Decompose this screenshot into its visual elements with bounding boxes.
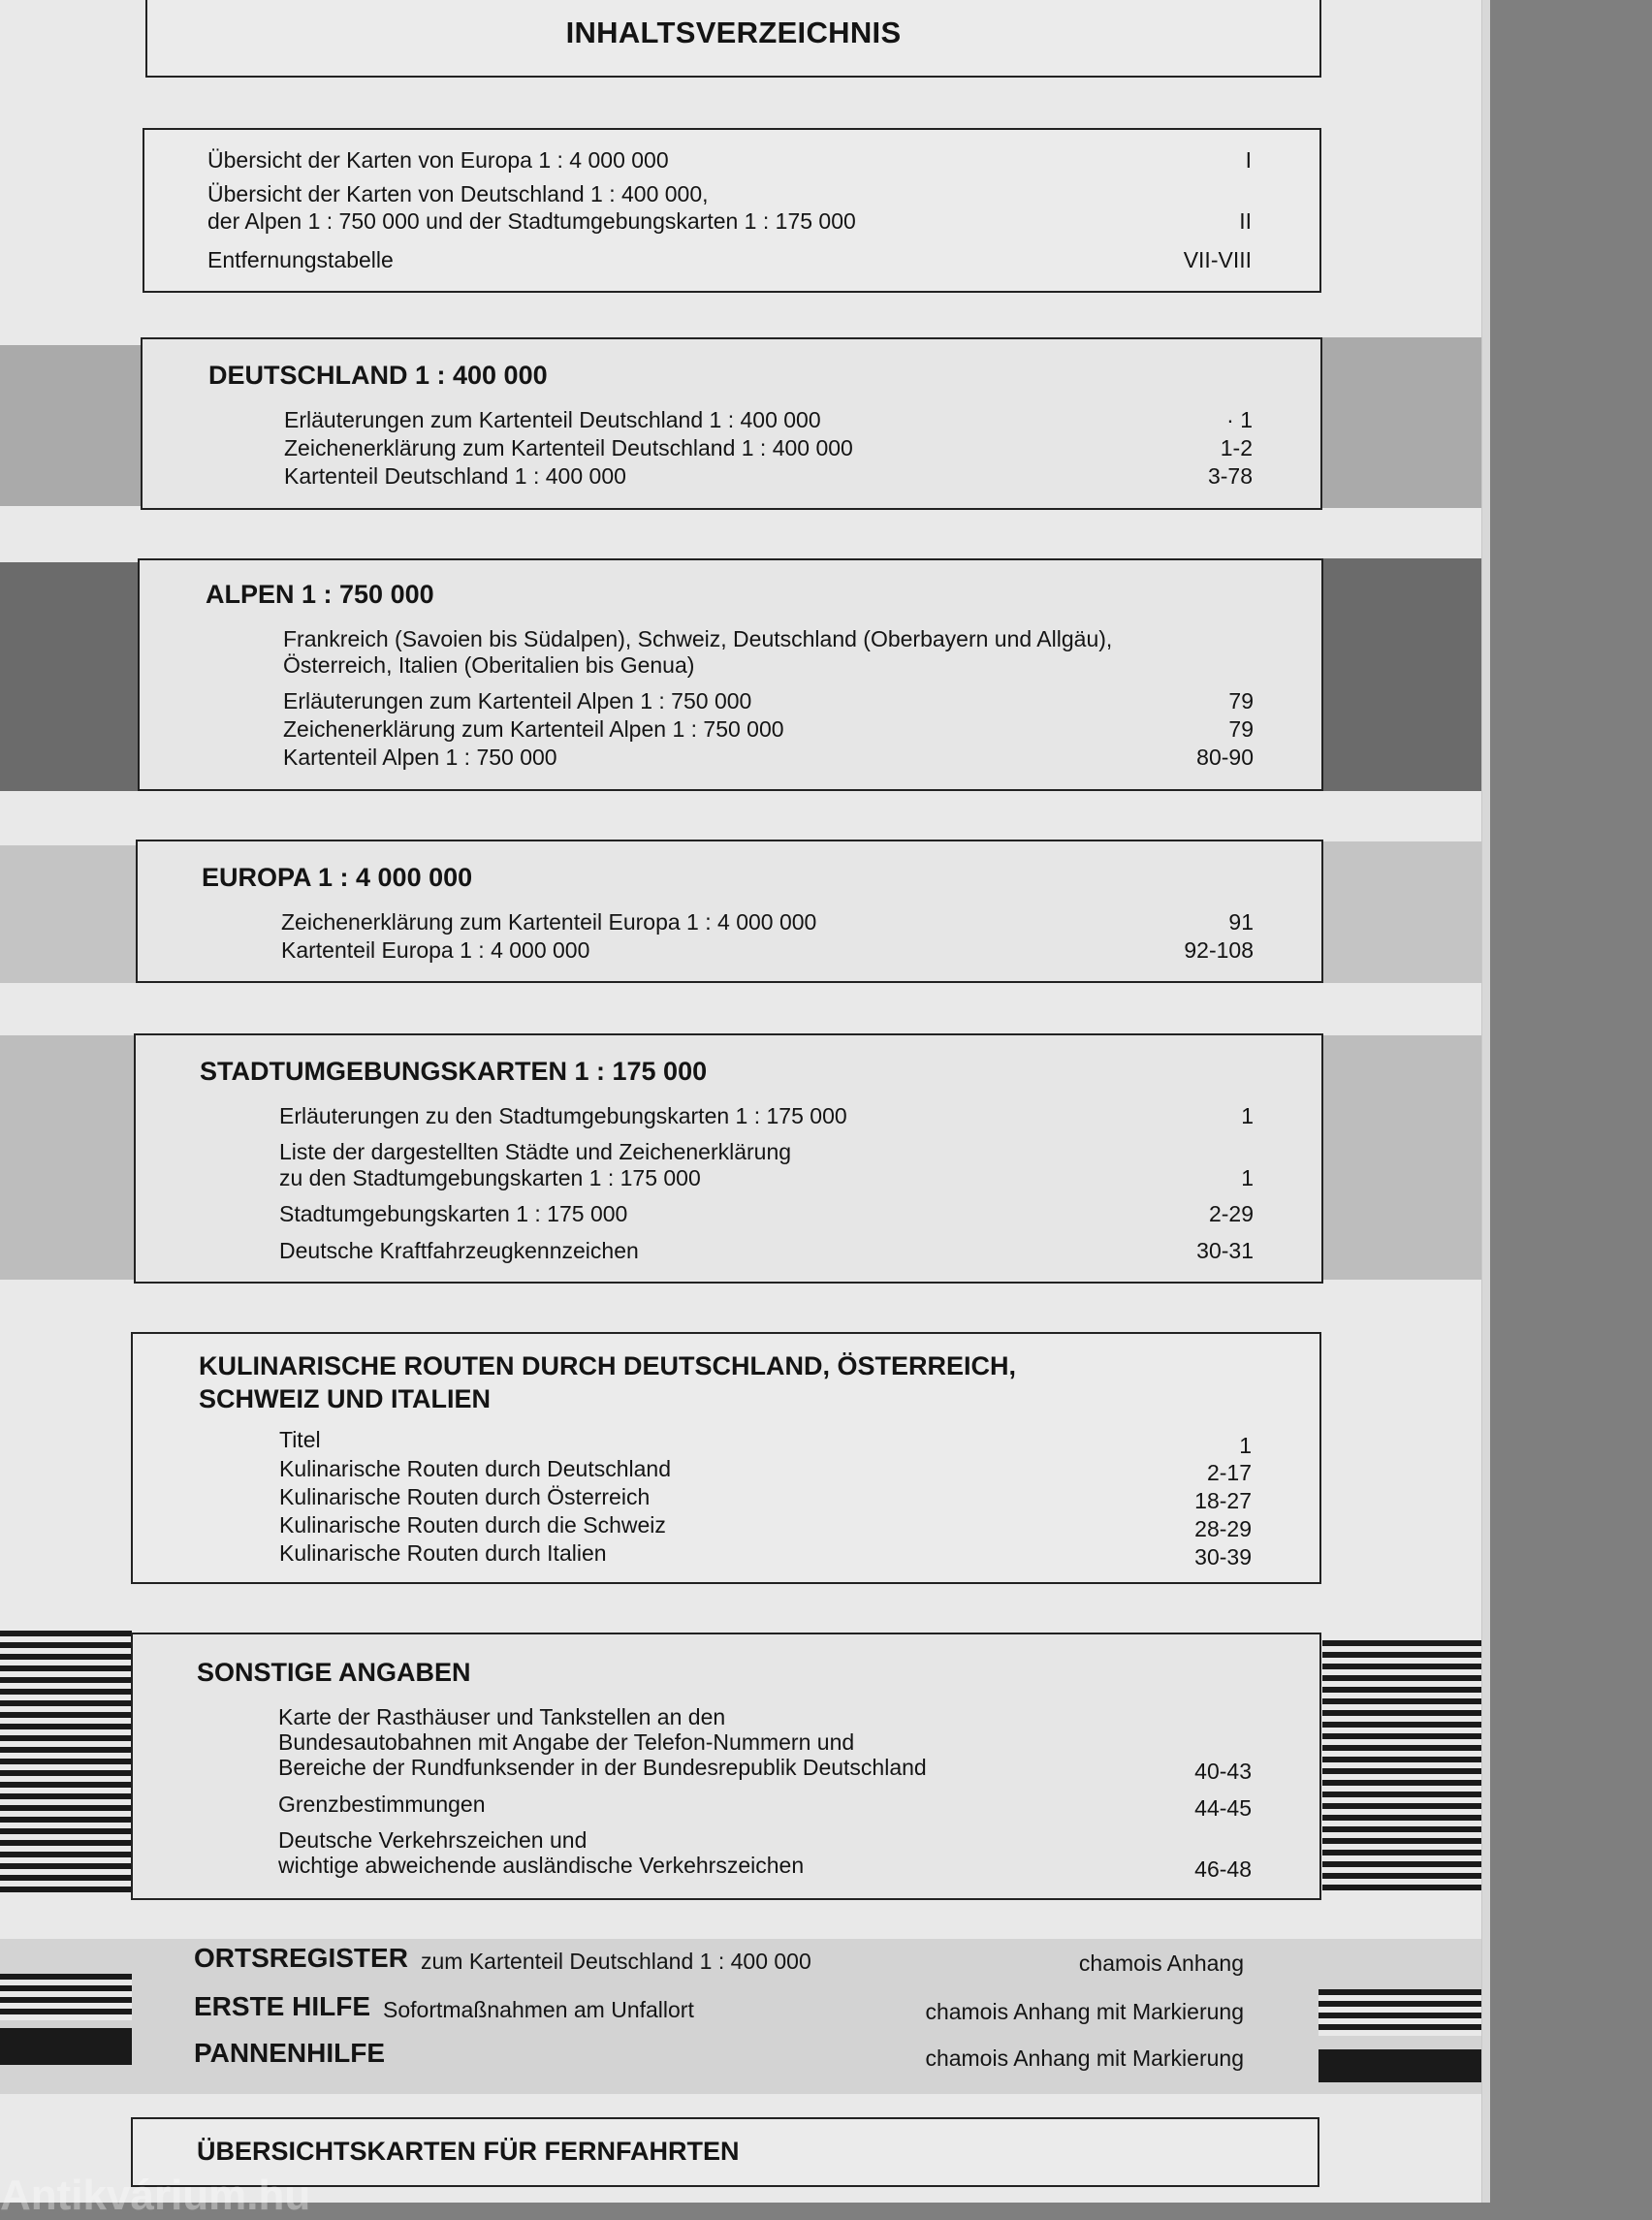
section-title: ALPEN 1 : 750 000 [206,580,434,609]
entry-page: 44-45 [1194,1795,1252,1821]
alpen-side-bar-right [1322,558,1481,791]
sonstige-stripes-left [0,1631,132,1894]
europa-side-bar-right [1322,841,1481,983]
entry-page: VII-VIII [1183,247,1252,272]
register-stripes-right [1318,1989,1481,2036]
deutschland-side-bar-right [1322,337,1481,508]
entry-page: 79 [1228,688,1254,714]
overview-box [143,128,1321,293]
sonstige-section [131,1633,1321,1900]
stadt-side-bar-left [0,1035,135,1280]
entry-label: Erläuterungen zum Kartenteil Deutschland 1 : 400 000 [284,407,821,432]
register-entry-pannenhilfe [194,2038,1244,2071]
entry-label: der Alpen 1 : 750 000 und der Stadtumgebungskarten 1 : 175 000 [207,208,856,234]
entry-label: Kartenteil Europa 1 : 4 000 000 [281,937,590,963]
entry-label: Kartenteil Deutschland 1 : 400 000 [284,463,626,489]
entry-label: Bereiche der Rundfunksender in der Bundesrepublik Deutschland [278,1755,927,1780]
entry-label: Deutsche Kraftfahrzeugkennzeichen [279,1238,639,1263]
section-title: SONSTIGE ANGABEN [197,1658,471,1687]
entry-label: Erläuterungen zu den Stadtumgebungskarten 1 : 175 000 [279,1103,847,1128]
entry-label: Übersicht der Karten von Deutschland 1 : 400 000, [207,181,709,206]
section-title: KULINARISCHE ROUTEN DURCH DEUTSCHLAND, ÖSTERREICH, [199,1351,1017,1380]
entry-label: Kartenteil Alpen 1 : 750 000 [283,745,557,770]
europa-side-bar-left [0,845,137,983]
entry-label: Entfernungstabelle [207,247,394,272]
register-subtitle: zum Kartenteil Deutschland 1 : 400 000 [421,1949,811,1974]
entry-label: Erläuterungen zum Kartenteil Alpen 1 : 750 000 [283,688,752,714]
europa-section [136,840,1323,983]
register-page: chamois Anhang mit Markierung [925,2046,1244,2071]
entry-label: Zeichenerklärung zum Kartenteil Alpen 1 : 750 000 [283,716,784,742]
entry-label: Bundesautobahnen mit Angabe der Telefon-Nummern und [278,1729,855,1755]
entry-label: Titel [279,1427,321,1452]
entry-page: · 1 [1226,407,1253,432]
kulinarisch-section [131,1332,1321,1584]
section-title: EUROPA 1 : 4 000 000 [202,863,473,892]
entry-page: 1-2 [1220,435,1253,460]
entry-label: wichtige abweichende ausländische Verkehrszeichen [278,1853,805,1878]
entry-page: 46-48 [1194,1856,1252,1882]
entry-label: Kulinarische Routen durch die Schweiz [279,1512,666,1538]
register-subtitle: Sofortmaßnahmen am Unfallort [383,1997,694,2022]
section-title: SCHWEIZ UND ITALIEN [199,1384,491,1413]
entry-label: Übersicht der Karten von Europa 1 : 4 000 000 [207,147,669,173]
deutschland-section [141,337,1322,510]
description-line: Frankreich (Savoien bis Südalpen), Schweiz, Deutschland (Oberbayern und Allgäu), [283,626,1113,651]
entry-page: 18-27 [1194,1488,1252,1513]
deutschland-side-bar-left [0,345,142,506]
header-box [145,0,1321,78]
page-edge [1481,0,1490,2203]
section-title: ÜBERSICHTSKARTEN FÜR FERNFAHRTEN [197,2137,740,2166]
watermark: Antikvárium.hu [0,2172,311,2219]
entry-label: Zeichenerklärung zum Kartenteil Deutschland 1 : 400 000 [284,435,853,460]
entry-label: Stadtumgebungskarten 1 : 175 000 [279,1201,628,1226]
entry-page: 30-39 [1194,1544,1252,1570]
register-entry-ortsregister [194,1943,1244,1976]
stadt-section [134,1033,1323,1284]
sonstige-stripes-right [1322,1640,1481,1894]
entry-page: 91 [1228,909,1254,935]
entry-label: Kulinarische Routen durch Österreich [279,1484,651,1509]
entry-label: Deutsche Verkehrszeichen und [278,1827,588,1853]
entry-page: 40-43 [1194,1759,1252,1784]
entry-page: 1 [1241,1165,1254,1190]
section-title: DEUTSCHLAND 1 : 400 000 [208,361,548,390]
entry-page: II [1239,208,1252,234]
entry-page: 30-31 [1196,1238,1254,1263]
register-title: ORTSREGISTER [194,1943,408,1973]
entry-label: Karte der Rasthäuser und Tankstellen an den [278,1704,726,1729]
register-title: PANNENHILFE [194,2038,386,2068]
entry-page: 92-108 [1184,937,1254,963]
alpen-side-bar-left [0,562,139,791]
entry-page: 28-29 [1194,1516,1252,1541]
entry-label: zu den Stadtumgebungskarten 1 : 175 000 [279,1165,701,1190]
entry-page: 3-78 [1207,463,1253,489]
section-title: STADTUMGEBUNGSKARTEN 1 : 175 000 [200,1057,708,1086]
entry-page: 80-90 [1196,745,1254,770]
entry-label: Zeichenerklärung zum Kartenteil Europa 1 : 4 000 000 [281,909,817,935]
entry-label: Kulinarische Routen durch Italien [279,1540,607,1566]
register-entry-erste-hilfe [194,1991,1244,2024]
register-stripes-left [0,1974,132,2020]
stadt-side-bar-right [1322,1035,1481,1280]
register-black-left [0,2028,132,2065]
register-page: chamois Anhang mit Markierung [925,1999,1244,2024]
page-title: INHALTSVERZEICHNIS [565,16,902,49]
entry-page: 2-17 [1206,1460,1252,1485]
entry-page: 1 [1241,1103,1254,1128]
entry-label: Liste der dargestellten Städte und Zeichenerklärung [279,1139,792,1164]
alpen-section [138,558,1323,791]
entry-page: 1 [1239,1433,1252,1458]
register-title: ERSTE HILFE [194,1991,371,2021]
register-page: chamois Anhang [1078,1950,1244,1976]
register-black-right [1318,2049,1481,2082]
entry-page: I [1245,147,1252,173]
entry-page: 2-29 [1208,1201,1254,1226]
description-line: Österreich, Italien (Oberitalien bis Genua) [283,652,695,678]
entry-label: Kulinarische Routen durch Deutschland [279,1456,672,1481]
entry-label: Grenzbestimmungen [278,1792,486,1817]
entry-page: 79 [1228,716,1254,742]
